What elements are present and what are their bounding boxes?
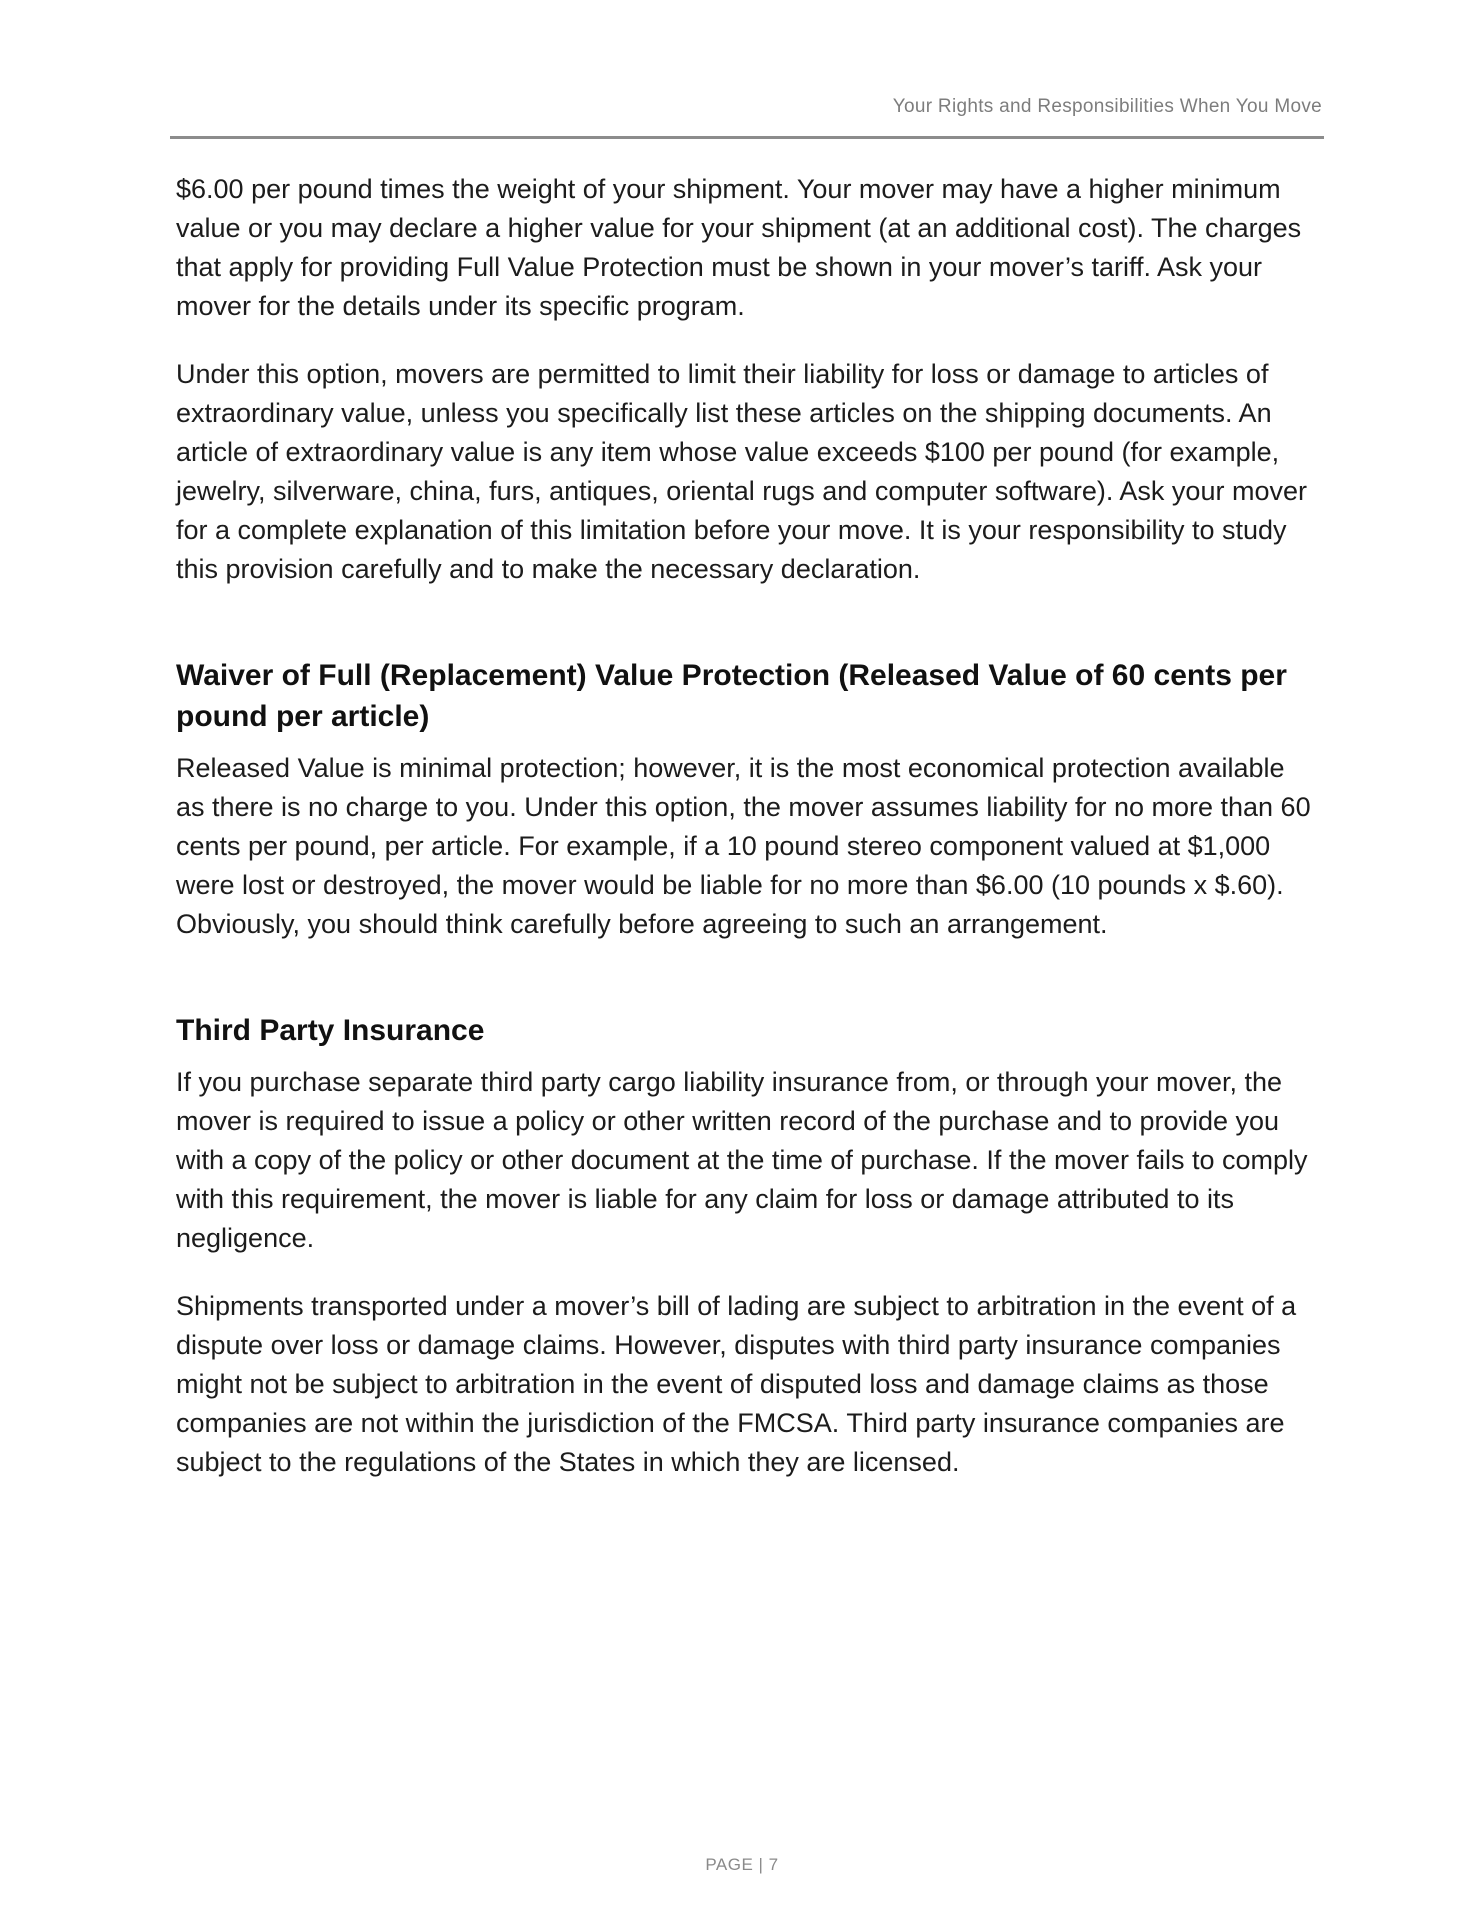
header-divider xyxy=(170,136,1324,139)
page-body xyxy=(176,170,1320,1482)
third-party-paragraph-1: If you purchase separate third party cargo liability insurance from, or through your mover, the mover is required to issue a policy or other written record of the purchase and to provide you with a copy of the policy or other document at the time of purchase. If the mover fails to comply with this requirement, the mover is liable for any claim for loss or damage attributed to its negligence. xyxy=(176,1067,1308,1253)
running-header-title: Your Rights and Responsibilities When You Move xyxy=(892,96,1322,117)
intro-paragraph-2: Under this option, movers are permitted to limit their liability for loss or damage to articles of extraordinary value, unless you specifically list these articles on the shipping documents. An article of extraordinary value is any item whose value exceeds $100 per pound (for example, jewelry, silverware, china, furs, antiques, oriental rugs and computer software). Ask your mover for a complete explanation of this limitation before your move. It is your responsibility to study this provision carefully and to make the necessary declaration. xyxy=(176,359,1307,584)
waiver-heading: Waiver of Full (Replacement) Value Protection (Released Value of 60 cents per pound per article) xyxy=(176,659,1287,733)
intro-paragraph-1: $6.00 per pound times the weight of your shipment. Your mover may have a higher minimum value or you may declare a higher value for your shipment (at an additional cost). The charges that apply for providing Full Value Protection must be shown in your mover’s tariff. Ask your mover for the details under its specific program. xyxy=(176,174,1302,321)
page-number: PAGE | 7 xyxy=(705,1855,779,1874)
waiver-paragraph-1: Released Value is minimal protection; however, it is the most economical protection available as there is no charge to you. Under this option, the mover assumes liability for no more than 60 cents per pound, per article. For example, if a 10 pound stereo component valued at $1,000 were lost or destroyed, the mover would be liable for no more than $6.00 (10 pounds x $.60). Obviously, you should think carefully before agreeing to such an arrangement. xyxy=(176,753,1311,939)
third-party-heading: Third Party Insurance xyxy=(176,1014,485,1047)
third-party-paragraph-2: Shipments transported under a mover’s bill of lading are subject to arbitration in the event of a dispute over loss or damage claims. However, disputes with third party insurance companies might not be subject to arbitration in the event of disputed loss and damage claims as those companies are not within the jurisdiction of the FMCSA. Third party insurance companies are subject to the regulations of the States in which they are licensed. xyxy=(176,1291,1297,1477)
